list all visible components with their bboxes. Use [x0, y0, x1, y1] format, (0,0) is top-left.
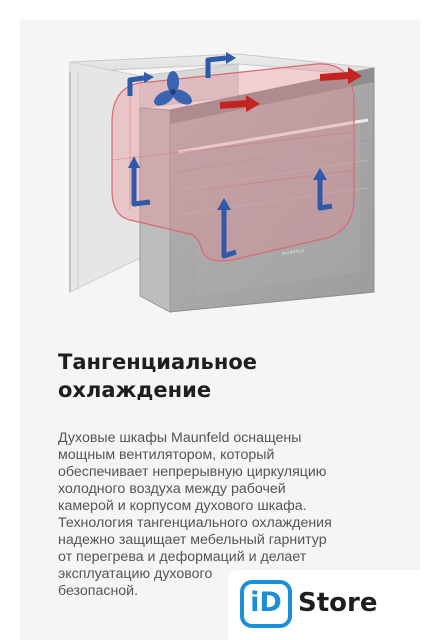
logo-mark-text: iD [250, 587, 282, 618]
description-line: Духовые шкафы Maunfeld оснащены [58, 430, 302, 446]
page-title [58, 348, 398, 404]
oven-cooling-illustration [20, 20, 420, 338]
description-line: от перегрева и деформаций и делает [58, 549, 307, 565]
logo-wordmark: Store [298, 588, 378, 618]
description-line: безопасной. [58, 583, 139, 599]
description-line: камерой и корпусом духового шкафа. [58, 498, 307, 514]
logo-mark [240, 580, 292, 628]
description-line: надежно защищает мебельный гарнитур [58, 532, 327, 548]
title-line: Тангенциальное [58, 350, 258, 374]
panel-brand-label: MAUNFELD [281, 247, 305, 256]
title-line: охлаждение [58, 378, 212, 402]
description-line: холодного воздуха между рабочей [58, 481, 286, 497]
description-line: Технология тангенциального охлаждения [58, 515, 332, 531]
description-line: мощным вентилятором, который [58, 447, 275, 463]
description-line: эксплуатацию духового [58, 566, 213, 582]
description-line: обеспечивает непрерывную циркуляцию [58, 464, 327, 480]
idstore-logo [228, 570, 440, 640]
